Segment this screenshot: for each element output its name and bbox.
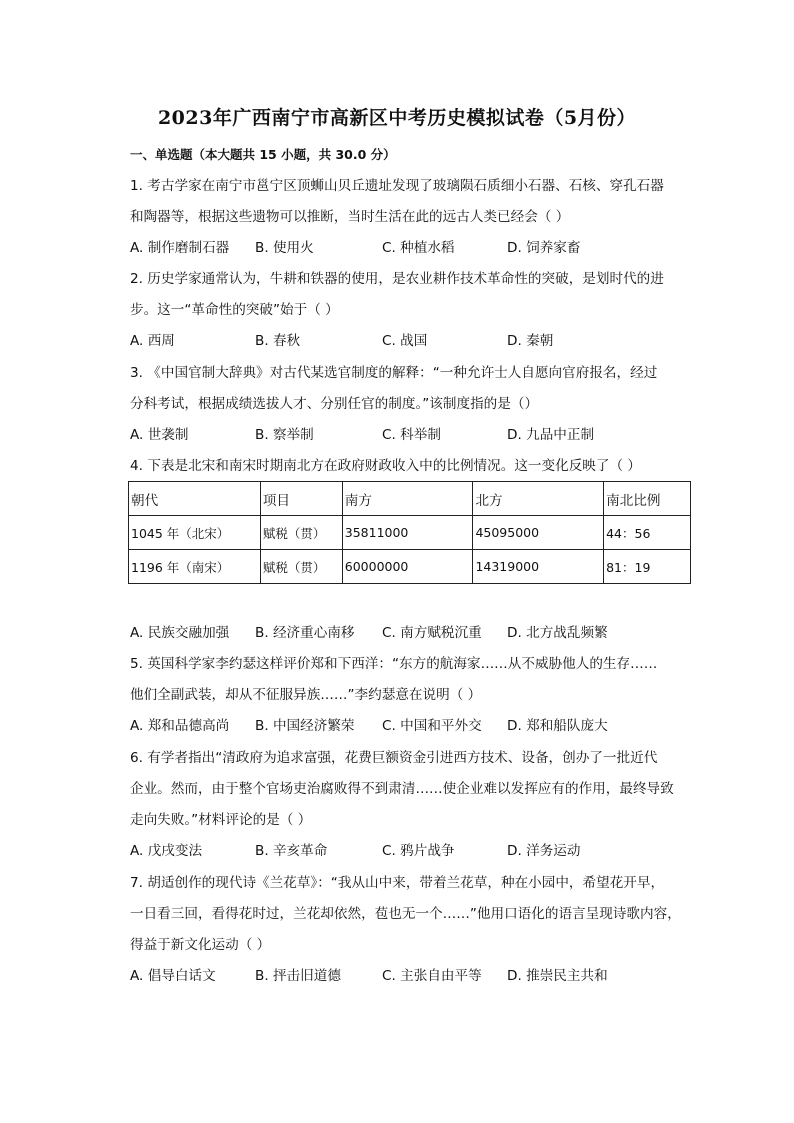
option-a: A. 世袭制 (130, 427, 189, 443)
option-a: A. 制作磨制石器 (130, 240, 230, 256)
option-b: B. 中国经济繁荣 (255, 718, 355, 734)
option-c: C. 科举制 (382, 427, 441, 443)
option-a: A. 戊戌变法 (130, 843, 203, 859)
question-7-line-2: 一日看三回，看得花时过，兰花却依然，苞也无一个……”他用口语化的语言呈现诗歌内容， (130, 906, 681, 922)
option-d: D. 洋务运动 (507, 843, 581, 859)
table-cell: 赋税（贯） (260, 516, 342, 550)
option-a: A. 倡导白话文 (130, 968, 216, 984)
option-c: C. 中国和平外交 (382, 718, 482, 734)
option-b: B. 经济重心南移 (255, 625, 355, 641)
table-header-cell: 项目 (260, 482, 342, 516)
revenue-table (128, 481, 691, 584)
table-row (129, 516, 691, 550)
table-header-cell: 北方 (473, 482, 604, 516)
option-d: D. 郑和船队庞大 (507, 718, 608, 734)
question-3-line-1: 3. 《中国官制大辞典》对古代某选官制度的解释：“一种允许士人自愿向官府报名，经过 (130, 365, 658, 381)
question-6-line-1: 6. 有学者指出“清政府为追求富强，花费巨额资金引进西方技术、设备，创办了一批近代 (130, 750, 658, 766)
option-a: A. 郑和品德高尚 (130, 718, 230, 734)
question-1-line-2: 和陶器等，根据这些遗物可以推断，当时生活在此的远古人类已经会（ ） (130, 209, 570, 225)
option-c: C. 种植水稻 (382, 240, 455, 256)
table-cell: 赋税（贯） (260, 550, 342, 584)
option-c: C. 鸦片战争 (382, 843, 455, 859)
question-4-line-1: 4. 下表是北宋和南宋时期南北方在政府财政收入中的比例情况。这一变化反映了（ ） (130, 458, 641, 474)
table-header-cell: 南北比例 (604, 482, 691, 516)
table-row (129, 550, 691, 584)
question-2-line-1: 2. 历史学家通常认为，牛耕和铁器的使用，是农业耕作技术革命性的突破，是划时代的进 (130, 271, 664, 287)
question-3-line-2: 分科考试，根据成绩选拔人才、分别任官的制度。”该制度指的是（） (130, 396, 539, 412)
option-c: C. 南方赋税沉重 (382, 625, 482, 641)
option-d: D. 饲养家畜 (507, 240, 581, 256)
table-cell: 1196 年（南宋） (129, 550, 261, 584)
option-b: B. 使用火 (255, 240, 314, 256)
table-cell: 35811000 (342, 516, 473, 550)
table-header-cell: 朝代 (129, 482, 261, 516)
question-5-line-1: 5. 英国科学家李约瑟这样评价郑和下西洋：“东方的航海家……从不威胁他人的生存…… (130, 656, 658, 672)
page-title: 2023年广西南宁市高新区中考历史模拟试卷（5月份） (157, 107, 637, 129)
question-6-line-3: 走向失败。”材料评论的是（ ） (130, 812, 312, 828)
table-cell: 45095000 (473, 516, 604, 550)
table-cell: 60000000 (342, 550, 473, 584)
option-b: B. 春秋 (255, 333, 301, 349)
table-header-row (129, 482, 691, 516)
table-header-cell: 南方 (342, 482, 473, 516)
option-d: D. 九品中正制 (507, 427, 595, 443)
table-cell: 44：56 (604, 516, 691, 550)
question-7-line-3: 得益于新文化运动（ ） (130, 937, 271, 953)
option-a: A. 民族交融加强 (130, 625, 230, 641)
table-cell: 1045 年（北宋） (129, 516, 261, 550)
option-b: B. 察举制 (255, 427, 314, 443)
option-b: B. 抨击旧道德 (255, 968, 341, 984)
option-d: D. 推崇民主共和 (507, 968, 608, 984)
question-6-line-2: 企业。然而，由于整个官场吏治腐败得不到肃清……使企业难以发挥应有的作用，最终导致 (130, 781, 674, 797)
section-heading: 一、单选题（本大题共 15 小题，共 30.0 分） (130, 147, 396, 162)
question-7-line-1: 7. 胡适创作的现代诗《兰花草》：“我从山中来，带着兰花草，种在小园中，希望花开早， (130, 875, 665, 891)
option-c: C. 战国 (382, 333, 428, 349)
option-c: C. 主张自由平等 (382, 968, 482, 984)
option-d: D. 秦朝 (507, 333, 554, 349)
table-cell: 81：19 (604, 550, 691, 584)
question-5-line-2: 他们全副武装，却从不征服异族……”李约瑟意在说明（ ） (130, 687, 482, 703)
question-2-line-2: 步。这一“革命性的突破”始于（ ） (130, 302, 339, 318)
option-d: D. 北方战乱频繁 (507, 625, 608, 641)
option-a: A. 西周 (130, 333, 175, 349)
option-b: B. 辛亥革命 (255, 843, 328, 859)
question-1-line-1: 1. 考古学家在南宁市邕宁区顶蛳山贝丘遗址发现了玻璃陨石质细小石器、石核、穿孔石器 (130, 178, 664, 194)
table-cell: 14319000 (473, 550, 604, 584)
